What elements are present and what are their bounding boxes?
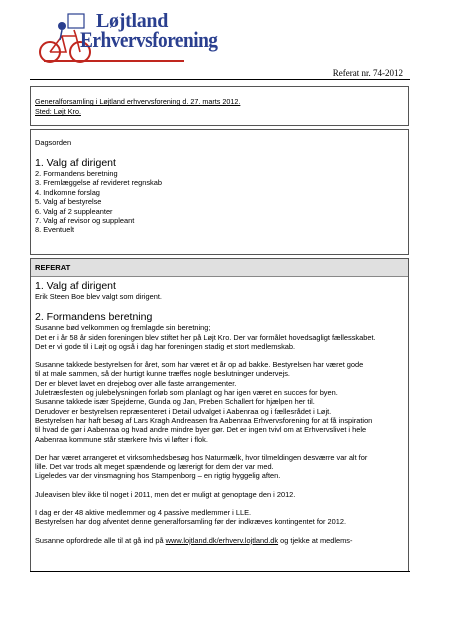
agenda-item: 7. Valg af revisor og suppleant: [35, 216, 135, 226]
paragraph-line: til hvad de gør i Aabenraa og hvad andre mindre byer gør. Det er ingen tvivl om at Erhvervslivet i hele: [35, 425, 367, 435]
agenda-item: 8. Eventuelt: [35, 225, 75, 235]
footer-divider: [30, 571, 410, 572]
paragraph-line: Juletræsfesten og julebelysningen forløb som planlagt og har igen været en succes for byen.: [35, 388, 338, 398]
agenda-item: 5. Valg af bestyrelse: [35, 197, 102, 207]
agenda-item: 3. Fremlæggelse af revideret regnskab: [35, 178, 162, 188]
agenda-item: 2. Formandens beretning: [35, 169, 118, 178]
paragraph-line: Det er vi gode til i Løjt og også i dag har foreningen stadig et stort medlemskab.: [35, 341, 296, 351]
meeting-location: Sted: Løjt Kro.: [35, 107, 81, 116]
paragraph-line: Susanne takkede især Spejderne, Gunda og Jan, Preben Schallert for hjælpen her til.: [35, 397, 315, 407]
link-trailing-text: og tjekke at medlems-: [278, 535, 353, 545]
section-heading: 2. Formandens beretning: [35, 311, 153, 324]
logo-subtitle: Erhvervsforening: [80, 27, 218, 52]
meeting-title: Generalforsamling i Løjtland erhvervsforening d. 27. marts 2012.: [35, 97, 241, 106]
logo-title: Løjtland: [96, 10, 169, 32]
paragraph-line: lille. Det var trods alt meget spændende og lærerigt for dem der var med.: [35, 462, 274, 472]
paragraph-line: Ligeledes var der vinsmagning hos Stampenborg – en rigtig hyggelig aften.: [35, 471, 281, 481]
referat-body: [31, 277, 408, 545]
logo-underline: [44, 60, 184, 62]
section-heading: 1. Valg af dirigent: [35, 280, 116, 292]
logo: [28, 10, 218, 72]
paragraph-line: I dag er der 48 aktive medlemmer og 4 passive medlemmer i LLE.: [35, 508, 252, 518]
agenda-box: [30, 129, 409, 255]
paragraph-line: Der er blevet lavet en drejebog over alle faste arrangementer.: [35, 378, 237, 388]
agenda-item: 4. Indkomne forslag: [35, 187, 100, 197]
paragraph-line: Bestyrelsen har haft besøg af Lars Kragh Andreasen fra Aabenraa Erhvervsforening for at få inspiration: [35, 415, 373, 425]
paragraph-line: Bestyrelsen har dog afventet denne generalforsamling før der indkræves kontingentet for 2012.: [35, 517, 346, 527]
website-link[interactable]: www.lojtland.dk/erhverv.lojtland.dk: [165, 535, 279, 545]
paragraph-line: Der har været arrangeret et virksomhedsbesøg hos Naturmælk, hvor tilmeldingen desværre var alt for: [35, 452, 368, 462]
agenda-item: 1. Valg af dirigent: [35, 157, 116, 169]
paragraph-line: Susanne bød velkommen og fremlagde sin beretning;: [35, 323, 211, 333]
agenda-item: 6. Valg af 2 suppleanter: [35, 206, 113, 216]
paragraph-with-link: [35, 536, 404, 545]
header-divider: [30, 79, 410, 80]
paragraph-line: Det er i år 58 år siden foreningen blev stiftet her på Løjt Kro. Der var formålet hovedsagligt fællesskabet.: [35, 332, 376, 342]
meeting-info-box: [30, 86, 409, 126]
paragraph: Erik Steen Boe blev valgt som dirigent.: [35, 292, 162, 301]
referat-box: [30, 258, 409, 572]
paragraph-line: Derudover er bestyrelsen repræsenteret i Detail udvalget i Aabenraa og i fællesrådet i Løjt.: [35, 406, 332, 416]
referat-number: Referat nr. 74-2012: [332, 68, 403, 78]
agenda-label: Dagsorden: [35, 138, 72, 147]
link-intro-text: Susanne opfordrede alle til at gå ind på: [35, 535, 166, 545]
referat-label: REFERAT: [31, 259, 408, 277]
paragraph-line: til at male sammen, så der hurtigt kunne træffes nogle beslutninger undervejs.: [35, 369, 290, 379]
paragraph-line: Aabenraa kommune står stærkere hvis vi løfter i flok.: [35, 434, 208, 444]
paragraph: Juleavisen blev ikke til noget i 2011, men det er muligt at genoptage den i 2012.: [35, 489, 296, 499]
paragraph-line: Susanne takkede bestyrelsen for året, som har været et år op ad bakke. Bestyrelsen har været gode: [35, 360, 364, 370]
